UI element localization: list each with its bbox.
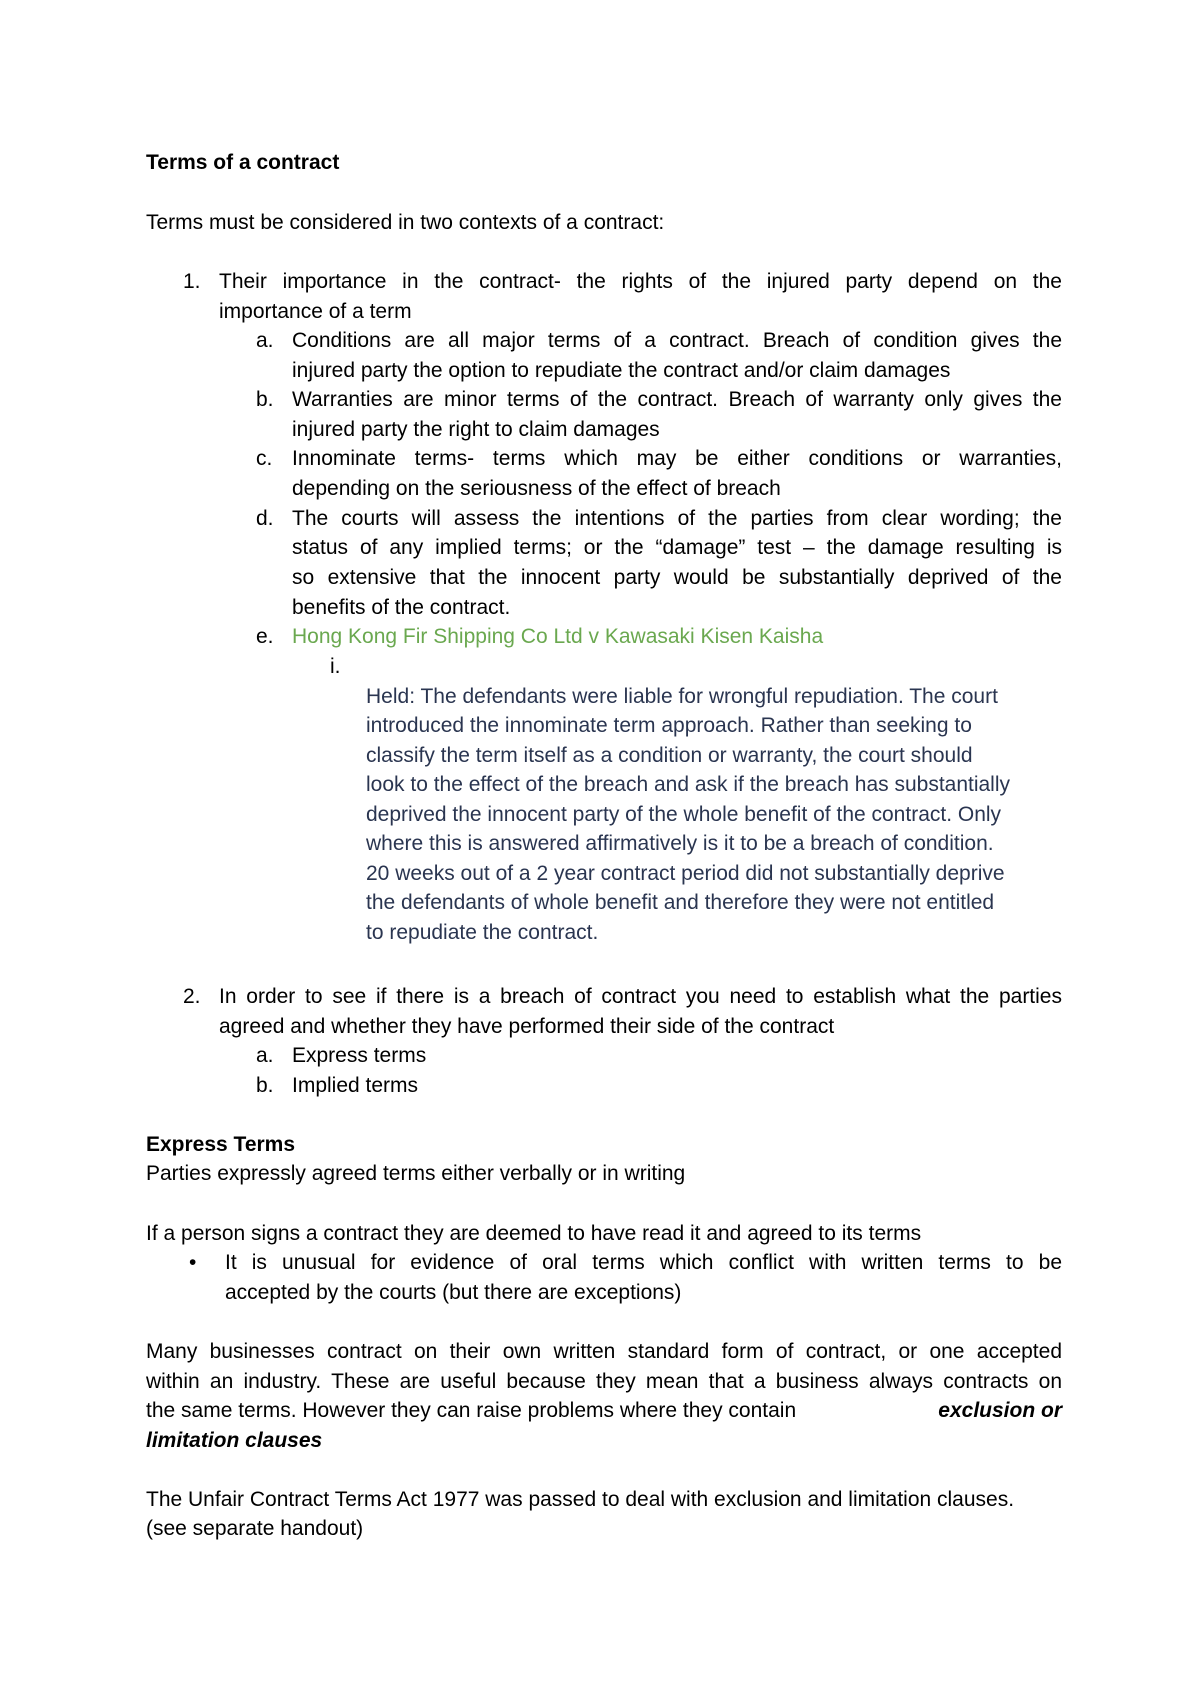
case-name: Hong Kong Fir Shipping Co Ltd v Kawasaki Kisen Kaisha bbox=[292, 625, 824, 648]
business-line2: within an industry. These are useful because they mean that a business always contracts on bbox=[146, 1370, 1062, 1393]
held-line-8: the defendants of whole benefit and therefore they were not entitled bbox=[366, 891, 995, 914]
business-line4-emphasis: limitation clauses bbox=[146, 1429, 323, 1452]
express-definition: Parties expressly agreed terms either verbally or in writing bbox=[146, 1162, 686, 1185]
held-line-1: Held: The defendants were liable for wrongful repudiation. The court bbox=[366, 685, 998, 708]
sub-b-line2: injured party the right to claim damages bbox=[292, 418, 660, 441]
intro-text: Terms must be considered in two contexts of a contract: bbox=[146, 211, 665, 234]
item2-sub-marker-a: a. bbox=[256, 1044, 274, 1067]
sub-a-line1: Conditions are all major terms of a contract. Breach of condition gives the bbox=[292, 329, 1062, 352]
business-line3 bbox=[146, 1397, 1062, 1425]
bullet-marker: • bbox=[189, 1251, 197, 1274]
item2-line1: In order to see if there is a breach of contract you need to establish what the parties bbox=[219, 985, 1062, 1008]
item2-sub-marker-b: b. bbox=[256, 1074, 274, 1097]
sub-c-line1: Innominate terms- terms which may be either conditions or warranties, bbox=[292, 447, 1062, 470]
sub-d-line3: so extensive that the innocent party would be substantially deprived of the bbox=[292, 566, 1062, 589]
sub-marker-c: c. bbox=[256, 447, 273, 470]
sub-marker-a: a. bbox=[256, 329, 274, 352]
item1-line2: importance of a term bbox=[219, 300, 412, 323]
sub-b-line1: Warranties are minor terms of the contract. Breach of warranty only gives the bbox=[292, 388, 1062, 411]
held-line-3: classify the term itself as a condition or warranty, the court should bbox=[366, 744, 973, 767]
list-marker-2: 2. bbox=[183, 985, 201, 1008]
held-line-2: introduced the innominate term approach. Rather than seeking to bbox=[366, 714, 972, 737]
sub-d-line2: status of any implied terms; or the “damage” test – the damage resulting is bbox=[292, 536, 1062, 559]
held-line-9: to repudiate the contract. bbox=[366, 921, 599, 944]
sub-d-line4: benefits of the contract. bbox=[292, 596, 511, 619]
page-title: Terms of a contract bbox=[146, 151, 340, 174]
express-heading: Express Terms bbox=[146, 1133, 296, 1156]
ucta-line2: (see separate handout) bbox=[146, 1517, 364, 1540]
business-line1: Many businesses contract on their own written standard form of contract, or one accepted bbox=[146, 1340, 1062, 1363]
list-marker-1: 1. bbox=[183, 270, 201, 293]
sub-marker-d: d. bbox=[256, 507, 274, 530]
ucta-line1: The Unfair Contract Terms Act 1977 was passed to deal with exclusion and limitation clauses. bbox=[146, 1488, 1015, 1511]
bullet-line2: accepted by the courts (but there are exceptions) bbox=[225, 1281, 682, 1304]
item2-sub-a: Express terms bbox=[292, 1044, 427, 1067]
held-line-4: look to the effect of the breach and ask if the breach has substantially bbox=[366, 773, 1011, 796]
item2-sub-b: Implied terms bbox=[292, 1074, 419, 1097]
business-line3-text: the same terms. However they can raise problems where they contain bbox=[146, 1399, 797, 1422]
sub-a-line2: injured party the option to repudiate the contract and/or claim damages bbox=[292, 359, 951, 382]
sub-marker-e: e. bbox=[256, 625, 274, 648]
signs-text: If a person signs a contract they are deemed to have read it and agreed to its terms bbox=[146, 1222, 922, 1245]
held-line-6: where this is answered affirmatively is it to be a breach of condition. bbox=[366, 832, 994, 855]
held-line-5: deprived the innocent party of the whole benefit of the contract. Only bbox=[366, 803, 1002, 826]
held-line-7: 20 weeks out of a 2 year contract period did not substantially deprive bbox=[366, 862, 1005, 885]
item2-line2: agreed and whether they have performed their side of the contract bbox=[219, 1015, 835, 1038]
roman-marker-i: i. bbox=[330, 655, 341, 678]
bullet-line1: It is unusual for evidence of oral terms which conflict with written terms to be bbox=[225, 1251, 1062, 1274]
business-line3-emphasis: exclusion or bbox=[938, 1399, 1062, 1422]
sub-marker-b: b. bbox=[256, 388, 274, 411]
sub-c-line2: depending on the seriousness of the effect of breach bbox=[292, 477, 781, 500]
item1-line1: Their importance in the contract- the rights of the injured party depend on the bbox=[219, 270, 1062, 293]
sub-d-line1: The courts will assess the intentions of the parties from clear wording; the bbox=[292, 507, 1062, 530]
